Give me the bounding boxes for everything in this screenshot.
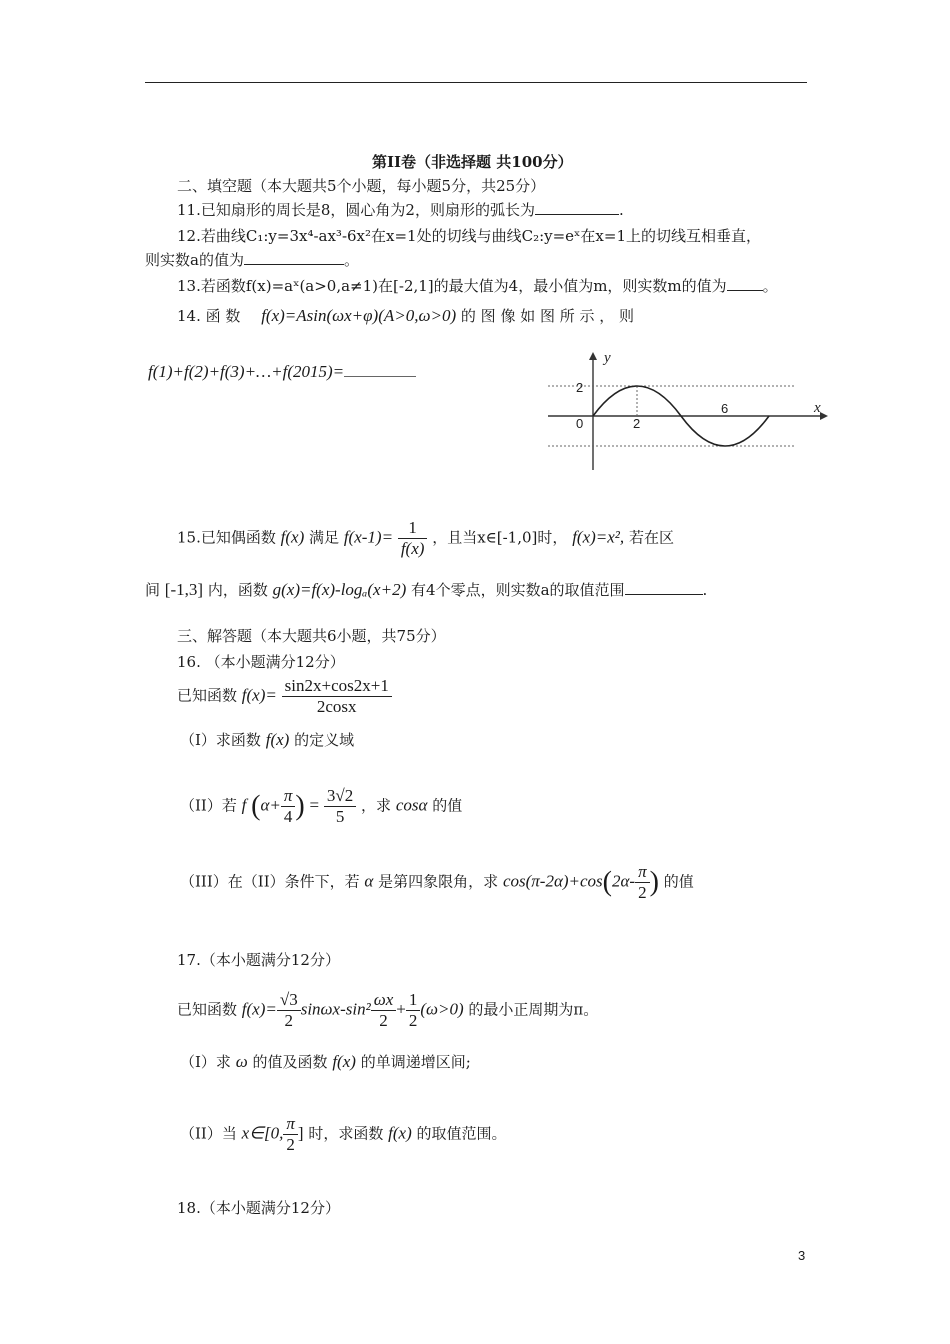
q16-i-a: （I）求函数 <box>180 731 261 749</box>
origin-label: 0 <box>576 416 584 431</box>
q16-iii-pi: π <box>635 862 650 883</box>
part2-header: 二、填空题（本大题共5个小题，每小题5分，共25分） <box>177 177 546 195</box>
q15-line2-a: 间 <box>145 581 161 599</box>
q17-ii-c: 的取值范围。 <box>416 1124 507 1143</box>
q17-ii-frac <box>283 1114 298 1155</box>
q17-ii-set-a: x∈[0, <box>241 1123 284 1143</box>
q17-part-i <box>180 1052 471 1072</box>
question-15-line1 <box>177 518 674 559</box>
q15-text-c: ，且当x∈[-1,0]时， <box>432 528 568 547</box>
q15-line2-b: 内，函数 <box>207 581 268 599</box>
q16-iii-a: （III）在（II）条件下，若 <box>180 872 360 891</box>
q17-intro-text: 已知函数 <box>177 1000 238 1019</box>
q13-blank <box>727 290 763 291</box>
q16-ii-lparen: ( <box>251 790 261 822</box>
q17-head: 17.（本小题满分12分） <box>177 951 340 969</box>
q17-one: 1 <box>406 990 421 1011</box>
q17-ii-a: （II）当 <box>180 1124 237 1143</box>
question-12-line2 <box>145 250 359 270</box>
q16-intro-text: 已知函数 <box>177 686 238 705</box>
question-14-line1 <box>177 306 634 326</box>
q16-fraction <box>282 676 392 717</box>
header-rule <box>145 82 807 83</box>
q16-ii-f: f <box>241 795 247 815</box>
q18-head: 18.（本小题满分12分） <box>177 1199 340 1217</box>
q16-ii-four: 4 <box>283 807 293 826</box>
q16-ii-value <box>324 786 356 827</box>
q15-text-b: 满足 <box>309 528 340 547</box>
q16-ii-den: 5 <box>335 807 345 826</box>
q17-i-f: f(x) <box>332 1052 356 1071</box>
q15-frac-num: 1 <box>398 518 428 539</box>
q14-label: 14. 函 数 <box>177 307 241 325</box>
q15-text-a: 15.已知偶函数 <box>177 528 276 547</box>
q16-ii-c: 的值 <box>432 796 463 815</box>
q16-ii-b: ，求 <box>361 796 392 815</box>
q11-end: . <box>618 201 624 219</box>
q16-iii-c: 的值 <box>663 872 694 891</box>
q16-numerator: sin2x+cos2x+1 <box>282 676 392 697</box>
q16-ii-cos: cosα <box>395 795 428 815</box>
q16-iii-alpha: α <box>364 871 374 891</box>
q16-ii-pi: π <box>281 786 296 807</box>
q14-formula: f(x)=Asin(ωx+φ)(A>0,ω>0) <box>261 306 457 325</box>
x-axis-arrow <box>820 412 828 420</box>
q17-sqrt3-frac <box>277 990 301 1031</box>
q16-iii-rparen: ) <box>649 866 659 898</box>
q16-ii-a: （II）若 <box>180 796 237 815</box>
q12-end: 。 <box>343 251 359 269</box>
q15-blank <box>625 594 703 595</box>
y-tick-label: 2 <box>576 380 584 395</box>
q17-intro <box>177 990 598 1031</box>
q15-g: g(x)=f(x)-logₐ(x+2) <box>272 580 407 599</box>
q15-text-e: 若在区 <box>628 528 674 547</box>
q17-ii-pi: π <box>283 1114 298 1135</box>
q17-i-b: 的值及函数 <box>252 1053 328 1071</box>
q17-ii-two: 2 <box>286 1135 295 1154</box>
q16-ii-arg-frac <box>281 786 296 827</box>
q16-iii-lparen: ( <box>602 866 612 898</box>
question-12-line1: 12.若曲线C₁:y=3x⁴-ax³-6x²在x=1处的切线与曲线C₂:y=eˣ在x=1上的切线互相垂直， <box>177 227 761 245</box>
q11-text: 11.已知扇形的周长是8，圆心角为2，则扇形的弧长为 <box>177 201 535 219</box>
sine-graph <box>546 348 832 474</box>
y-axis-label: y <box>604 350 611 366</box>
x-axis-label: x <box>814 400 821 416</box>
q15-fx: f(x) <box>280 527 305 547</box>
q16-iii-expr-b: 2α- <box>611 871 636 891</box>
q17-sqrt3: √3 <box>277 990 301 1011</box>
q17-wx: ωx <box>371 990 397 1011</box>
q13-text: 13.若函数f(x)=aˣ(a>0,a≠1)在[-2,1]的最大值为4，最小值为m，则实数m的值为 <box>177 277 727 295</box>
q16-iii-two: 2 <box>638 883 647 902</box>
q17-mid: sinωx-sin² <box>300 999 371 1019</box>
q14-tail: 的 图 像 如 图 所 示 ， 则 <box>460 307 635 325</box>
q17-i-w: ω <box>235 1052 248 1071</box>
x-tick-2-label: 2 <box>633 416 641 431</box>
q16-i-f: f(x) <box>265 730 290 749</box>
section-title: 第II卷（非选择题 共100分） <box>372 153 573 171</box>
x-tick-6-label: 6 <box>721 401 729 416</box>
q17-wx-frac <box>371 990 397 1031</box>
q16-denominator: 2cosx <box>316 697 357 716</box>
q17-half <box>406 990 421 1031</box>
q16-part-ii <box>180 786 462 827</box>
q14-blank <box>344 376 416 377</box>
q17-part-ii <box>180 1114 507 1155</box>
q13-end: 。 <box>762 277 778 295</box>
question-14-line2 <box>148 362 416 382</box>
q17-tail: 的最小正周期为π。 <box>468 1000 599 1019</box>
q15-line2-c: 有4个零点，则实数a的取值范围 <box>411 581 625 599</box>
page-number: 3 <box>798 1248 806 1263</box>
q16-f-lhs: f(x)= <box>241 685 277 705</box>
q17-ii-set-b: ] <box>297 1123 304 1143</box>
q16-ii-num: 3√2 <box>324 786 356 807</box>
q16-iii-frac <box>635 862 650 903</box>
q17-half-two: 2 <box>408 1011 418 1030</box>
q16-iii-b: 是第四象限角，求 <box>378 872 499 891</box>
q17-two: 2 <box>284 1011 294 1030</box>
q17-ii-b: 时，求函数 <box>308 1124 384 1143</box>
q16-ii-arg: α+ <box>260 795 281 815</box>
q15-end: . <box>702 581 708 599</box>
q16-iii-expr-a: cos(π-2α)+cos <box>502 871 603 891</box>
question-13 <box>177 276 778 296</box>
q12-blank <box>244 264 344 265</box>
q16-head: 16. （本小题满分12分） <box>177 653 345 671</box>
q15-frac-den: f(x) <box>400 539 425 558</box>
q15-fraction <box>398 518 428 559</box>
part3-header: 三、解答题（本大题共6小题，共75分） <box>177 627 446 645</box>
q14-sum: f(1)+f(2)+f(3)+…+f(2015)= <box>148 362 345 381</box>
q16-part-i <box>180 730 354 750</box>
q11-blank <box>535 214 619 215</box>
q17-i-c: 的单调递增区间; <box>360 1053 471 1071</box>
y-axis-arrow <box>589 352 597 360</box>
q16-i-b: 的定义域 <box>294 731 355 749</box>
q16-ii-eq: = <box>309 795 320 815</box>
q17-ii-f: f(x) <box>388 1123 412 1143</box>
q17-f: f(x)= <box>241 999 277 1019</box>
q17-i-a: （I）求 <box>180 1053 231 1071</box>
q15-interval: [-1,3] <box>164 580 204 599</box>
q17-cond: (ω>0) <box>420 999 464 1019</box>
q15-eq-left: f(x-1)= <box>343 527 394 547</box>
q17-wx-two: 2 <box>379 1011 388 1030</box>
question-15-line2 <box>145 580 707 600</box>
question-11 <box>177 200 624 220</box>
q15-fx-def: f(x)=x², <box>572 527 625 547</box>
q16-intro <box>177 676 392 717</box>
q12-text: 则实数a的值为 <box>145 251 244 269</box>
q16-part-iii <box>180 862 694 903</box>
q17-plus: + <box>396 999 406 1019</box>
q16-ii-rparen: ) <box>295 790 305 822</box>
